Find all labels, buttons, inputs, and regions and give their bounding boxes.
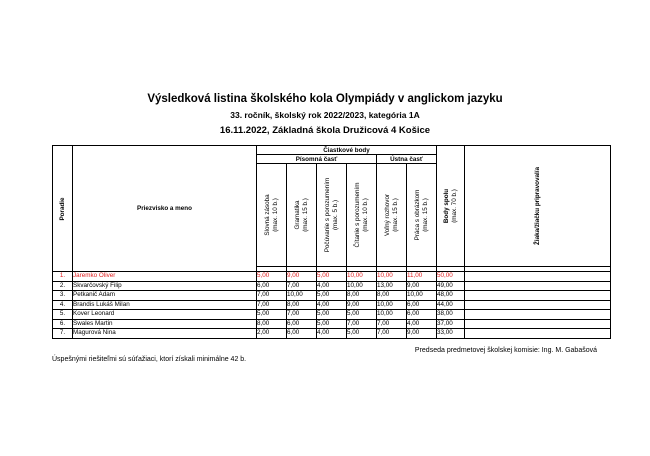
written-part-header: Písomná časť [257,155,377,164]
total-score: 49,00 [437,281,465,291]
col-header-reading: Čítanie s porozumením (max. 10 b.) [347,164,377,267]
table-row: 6. Swales Martin 8,00 6,00 5,00 7,00 7,00 4,00 37,00 [53,319,611,329]
success-note: Úspešnými riešiteľmi sú súťažiaci, ktorí získali minimálne 42 b. [52,356,247,363]
partial-points-header: Čiastkové body [257,146,437,155]
student-name: Jaremko Oliver [73,272,257,282]
table-row: 4. Brandis Lukáš Milan 7,00 8,00 4,00 9,00 10,00 6,00 44,00 [53,300,611,310]
committee-chair: Predseda predmetovej školskej komisie: Ing. M. Gabašová [414,347,597,354]
student-name: Kover Leonard [73,310,257,320]
teacher-header: Žiaka/žiačku pripravoval/a [465,146,611,267]
document-date-place: 16.11.2022, Základná škola Družicová 4 Košice [219,125,431,136]
table-row: 7. Magurová Nina 2,00 6,00 4,00 5,00 7,00 9,00 33,00 [53,329,611,339]
student-name: Brandis Lukáš Milan [73,300,257,310]
total-score: 48,00 [437,291,465,301]
col-header-vocabulary: Slovná zásoba (max. 10 b.) [257,164,287,267]
student-name: Magurová Nina [73,329,257,339]
total-score: 37,00 [437,319,465,329]
total-score: 50,00 [437,272,465,282]
rank-header: Poradie [53,146,73,272]
col-header-picture: Práca s obrázkom (max. 15 b.) [407,164,437,267]
col-header-conversation: Voľný rozhovor (max. 15 b.) [377,164,407,267]
total-score: 38,00 [437,310,465,320]
col-header-listening: Počúvanie s porozumením (max. 5 b.) [317,164,347,267]
student-name: Swales Martin [73,319,257,329]
total-score: 44,00 [437,300,465,310]
table-row: 5. Kover Leonard 5,00 7,00 5,00 5,00 10,00 6,00 38,00 [53,310,611,320]
col-header-grammar: Gramatika (max. 15 b.) [287,164,317,267]
name-header: Priezvisko a meno [73,146,257,272]
table-row: 3. Petkanič Adam 7,00 10,00 5,00 8,00 8,00 10,00 48,00 [53,291,611,301]
results-table [52,145,611,339]
student-name: Škvarčovský Filip [73,281,257,291]
document-title: Výsledková listina školského kola Olympiády v anglickom jazyku [147,93,503,105]
header-row-1 [53,146,611,155]
oral-part-header: Ústna časť [377,155,437,164]
total-header: Body spolu (max. 70 b.) [437,146,465,267]
total-score: 33,00 [437,329,465,339]
table-row: 2. Škvarčovský Filip 6,00 7,00 4,00 10,00 13,00 9,00 49,00 [53,281,611,291]
student-name: Petkanič Adam [73,291,257,301]
table-row: 1. Jaremko Oliver 5,00 9,00 5,00 10,00 10,00 11,00 50,00 [53,272,611,282]
document-subtitle: 33. ročník, školský rok 2022/2023, kategória 1A [230,110,420,120]
